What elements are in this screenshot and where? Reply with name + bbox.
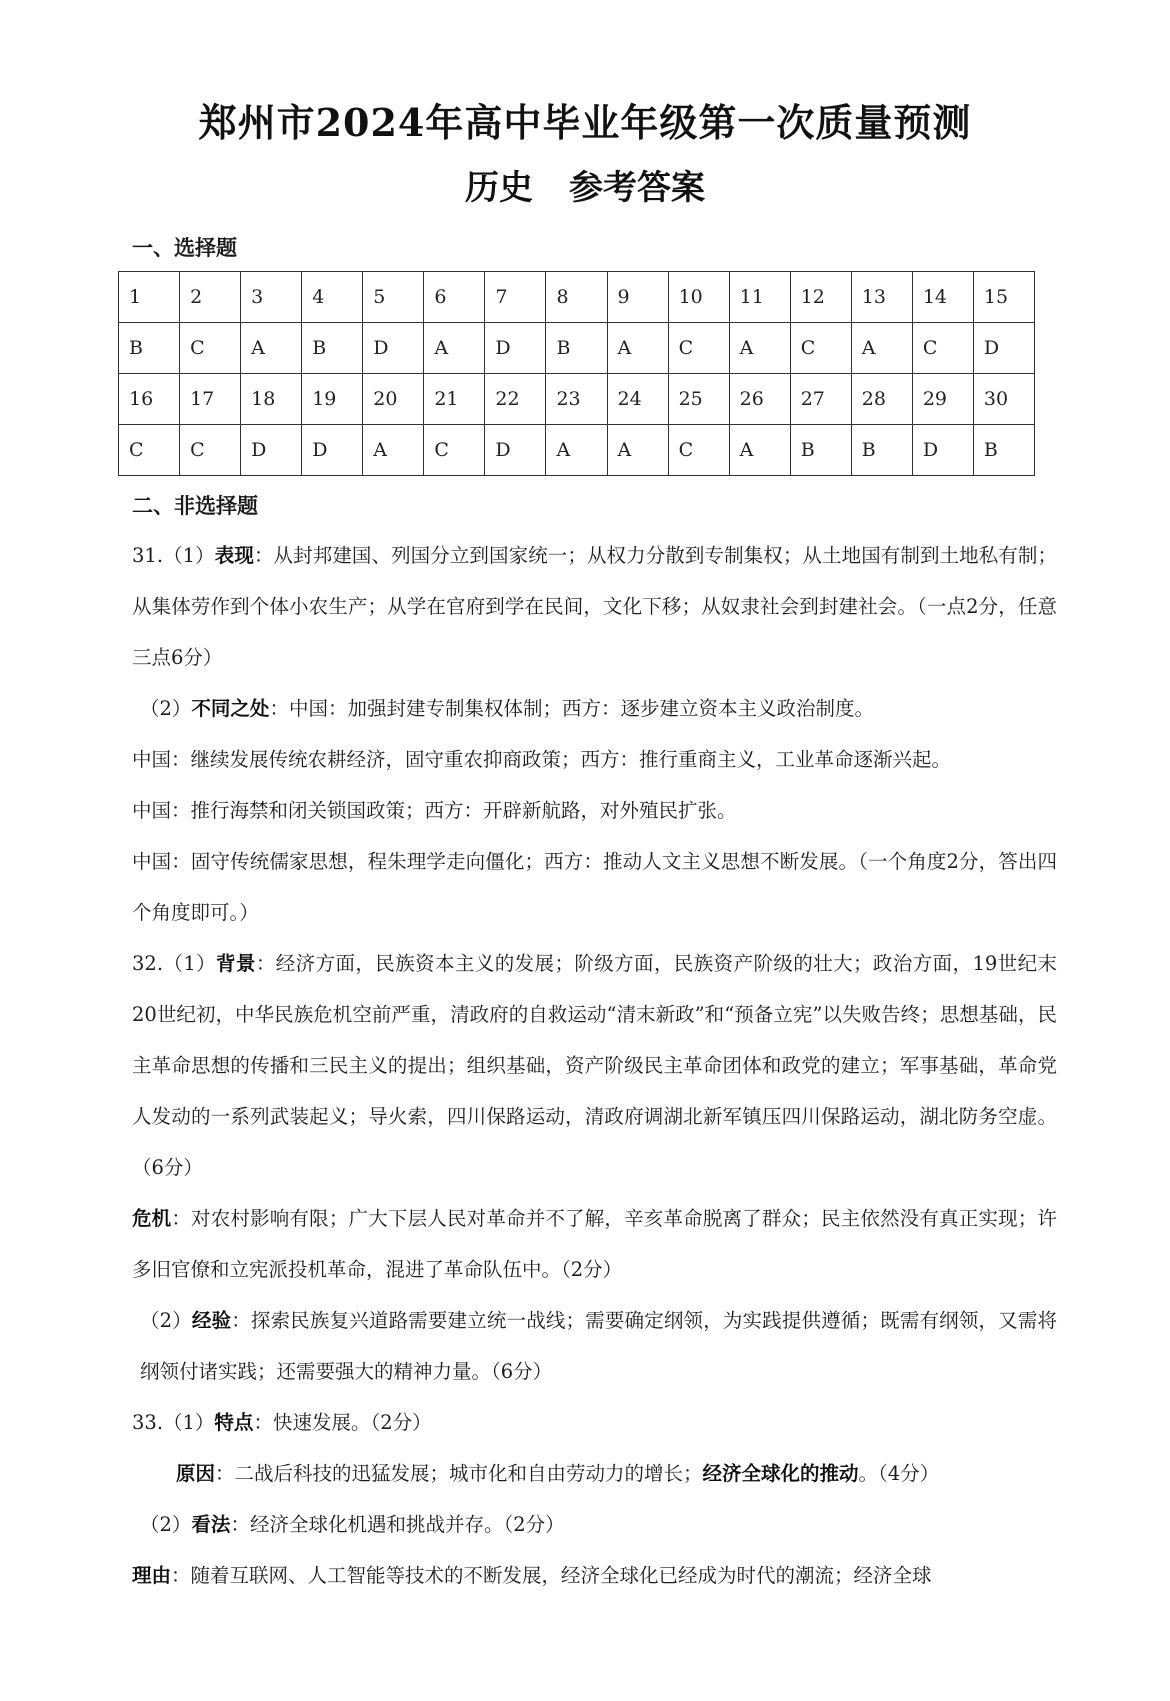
q33-reason [132,1448,1057,1499]
q32-part2 [132,1295,1057,1397]
answer-cell: C [668,323,729,374]
answer-cell: C [912,323,973,374]
question-number-cell: 30 [973,374,1034,425]
q33-part1-label: 特点 [214,1411,254,1434]
answer-cell: B [790,425,851,476]
q31-part1-label: 表现 [214,544,254,567]
q33-reason-text: ：二战后科技的迅猛发展；城市化和自由劳动力的增长； [215,1462,703,1485]
section-heading-non-choice: 二、非选择题 [132,493,258,518]
question-number-cell: 11 [729,272,790,323]
question-number-row [119,272,1035,323]
question-number-cell: 9 [607,272,668,323]
answer-cell: C [180,425,241,476]
q33-part1-number: 33.（1） [132,1411,215,1434]
question-number-cell: 21 [424,374,485,425]
q31-part2-number: （2） [140,697,192,720]
question-number-cell: 7 [485,272,546,323]
answer-row [119,323,1035,374]
answer-row [119,425,1035,476]
answer-cell: B [973,425,1034,476]
question-number-cell: 14 [912,272,973,323]
answer-cell: D [302,425,363,476]
question-number-cell: 29 [912,374,973,425]
q33-part2-label: 看法 [191,1513,231,1536]
q31-part2-economy: 中国：继续发展传统农耕经济，固守重农抑商政策；西方：推行重商主义，工业革命逐渐兴起。 [132,748,952,771]
answer-cell: D [912,425,973,476]
q32-crisis-label: 危机 [132,1207,172,1230]
q32-part1-label: 背景 [216,952,256,975]
answer-cell: D [485,323,546,374]
question-number-cell: 6 [424,272,485,323]
answer-cell: D [241,425,302,476]
non-choice-answers [132,530,1057,1601]
answer-cell: A [424,323,485,374]
q33-reason-emphasis: 经济全球化的推动 [702,1462,859,1485]
q33-rationale-text: ：随着互联网、人工智能等技术的不断发展，经济全球化已经成为时代的潮流；经济全球 [171,1564,932,1587]
q32-part2-label: 经验 [191,1309,232,1332]
q31-part1 [132,530,1057,683]
question-number-cell: 12 [790,272,851,323]
document-subtitle [0,160,1170,209]
answer-cell: B [851,425,912,476]
answer-cell: D [485,425,546,476]
q33-rationale-label: 理由 [132,1564,172,1587]
section-heading-multiple-choice: 一、选择题 [132,235,237,260]
question-number-cell: 22 [485,374,546,425]
q33-reason-score: 。（4分） [858,1462,940,1485]
answer-cell: A [729,425,790,476]
question-number-cell: 19 [302,374,363,425]
q31-part1-number: 31.（1） [132,544,215,567]
q33-reason-label: 原因 [176,1462,216,1485]
question-number-cell: 2 [180,272,241,323]
question-number-row [119,374,1035,425]
question-number-cell: 25 [668,374,729,425]
q32-part2-text: ：探索民族复兴道路需要建立统一战线；需要确定纲领，为实践提供遵循；既需有纲领，又需将纲领付诸实践；还需要强大的精神力量。（6分） [140,1309,1057,1383]
q31-part2-thought: 中国：固守传统儒家思想，程朱理学走向僵化；西方：推动人文主义思想不断发展。（一个角度2分，答出四个角度即可。） [132,850,1057,924]
question-number-cell: 1 [119,272,180,323]
question-number-cell: 15 [973,272,1034,323]
q32-part1 [132,938,1057,1193]
question-number-cell: 10 [668,272,729,323]
answer-cell: C [119,425,180,476]
answer-cell: B [302,323,363,374]
answer-cell: C [424,425,485,476]
answer-key-table [118,271,1035,476]
question-number-cell: 3 [241,272,302,323]
question-number-cell: 23 [546,374,607,425]
question-number-cell: 13 [851,272,912,323]
question-number-cell: 4 [302,272,363,323]
q32-part2-number: （2） [140,1309,192,1332]
answer-cell: D [973,323,1034,374]
question-number-cell: 26 [729,374,790,425]
q31-part2-text: ：中国：加强封建专制集权体制；西方：逐步建立资本主义政治制度。 [269,697,874,720]
q33-part1 [132,1397,1057,1448]
q33-part2 [132,1499,1057,1550]
question-number-cell: 24 [607,374,668,425]
q33-rationale [132,1550,1057,1601]
question-number-cell: 28 [851,374,912,425]
answer-cell: A [851,323,912,374]
answer-cell: A [241,323,302,374]
answer-cell: C [180,323,241,374]
q32-part1-number: 32.（1） [132,952,217,975]
question-number-cell: 5 [363,272,424,323]
doc-type-label: 参考答案 [569,168,705,208]
q31-part2-foreign: 中国：推行海禁和闭关锁国政策；西方：开辟新航路，对外殖民扩张。 [132,799,737,822]
answer-cell: A [607,425,668,476]
question-number-cell: 20 [363,374,424,425]
answer-cell: D [363,323,424,374]
question-number-cell: 27 [790,374,851,425]
q33-part1-text: ：快速发展。（2分） [253,1411,432,1434]
answer-cell: B [119,323,180,374]
q31-part2 [132,683,1057,734]
answer-cell: A [607,323,668,374]
q31-part1-text: ：从封邦建国、列国分立到国家统一；从权力分散到专制集权；从土地国有制到土地私有制；从集体劳作到个体小农生产；从学在官府到学在民间，文化下移；从奴隶社会到封建社会。（一点2分，任意三点6分） [132,544,1057,669]
q32-part1-text: ：经济方面，民族资本主义的发展；阶级方面，民族资产阶级的壮大；政治方面，19世纪末20世纪初，中华民族危机空前严重，清政府的自救运动“清末新政”和“预备立宪”以失败告终；思想基础，民主革命思想的传播和三民主义的提出；组织基础，资产阶级民主革命团体和政党的建立；军事基础，革命党人发动的一系列武装起义；导火索，四川保路运动，清政府调湖北新军镇压四川保路运动，湖北防务空虚。（6分） [132,952,1057,1179]
document-title: 郑州市2024年高中毕业年级第一次质量预测 [198,100,972,145]
answer-cell: C [790,323,851,374]
q32-crisis-text: ：对农村影响有限；广大下层人民对革命并不了解，辛亥革命脱离了群众；民主依然没有真正实现；许多旧官僚和立宪派投机革命，混进了革命队伍中。（2分） [132,1207,1057,1281]
question-number-cell: 16 [119,374,180,425]
subject-label: 历史 [465,168,533,208]
question-number-cell: 17 [180,374,241,425]
q31-part2-label: 不同之处 [191,697,270,720]
answer-cell: A [546,425,607,476]
question-number-cell: 8 [546,272,607,323]
answer-cell: A [729,323,790,374]
q32-crisis [132,1193,1057,1295]
q33-part2-text: ：经济全球化机遇和挑战并存。（2分） [230,1513,565,1536]
answer-cell: B [546,323,607,374]
question-number-cell: 18 [241,374,302,425]
answer-cell: A [363,425,424,476]
q33-part2-number: （2） [140,1513,192,1536]
answer-cell: C [668,425,729,476]
